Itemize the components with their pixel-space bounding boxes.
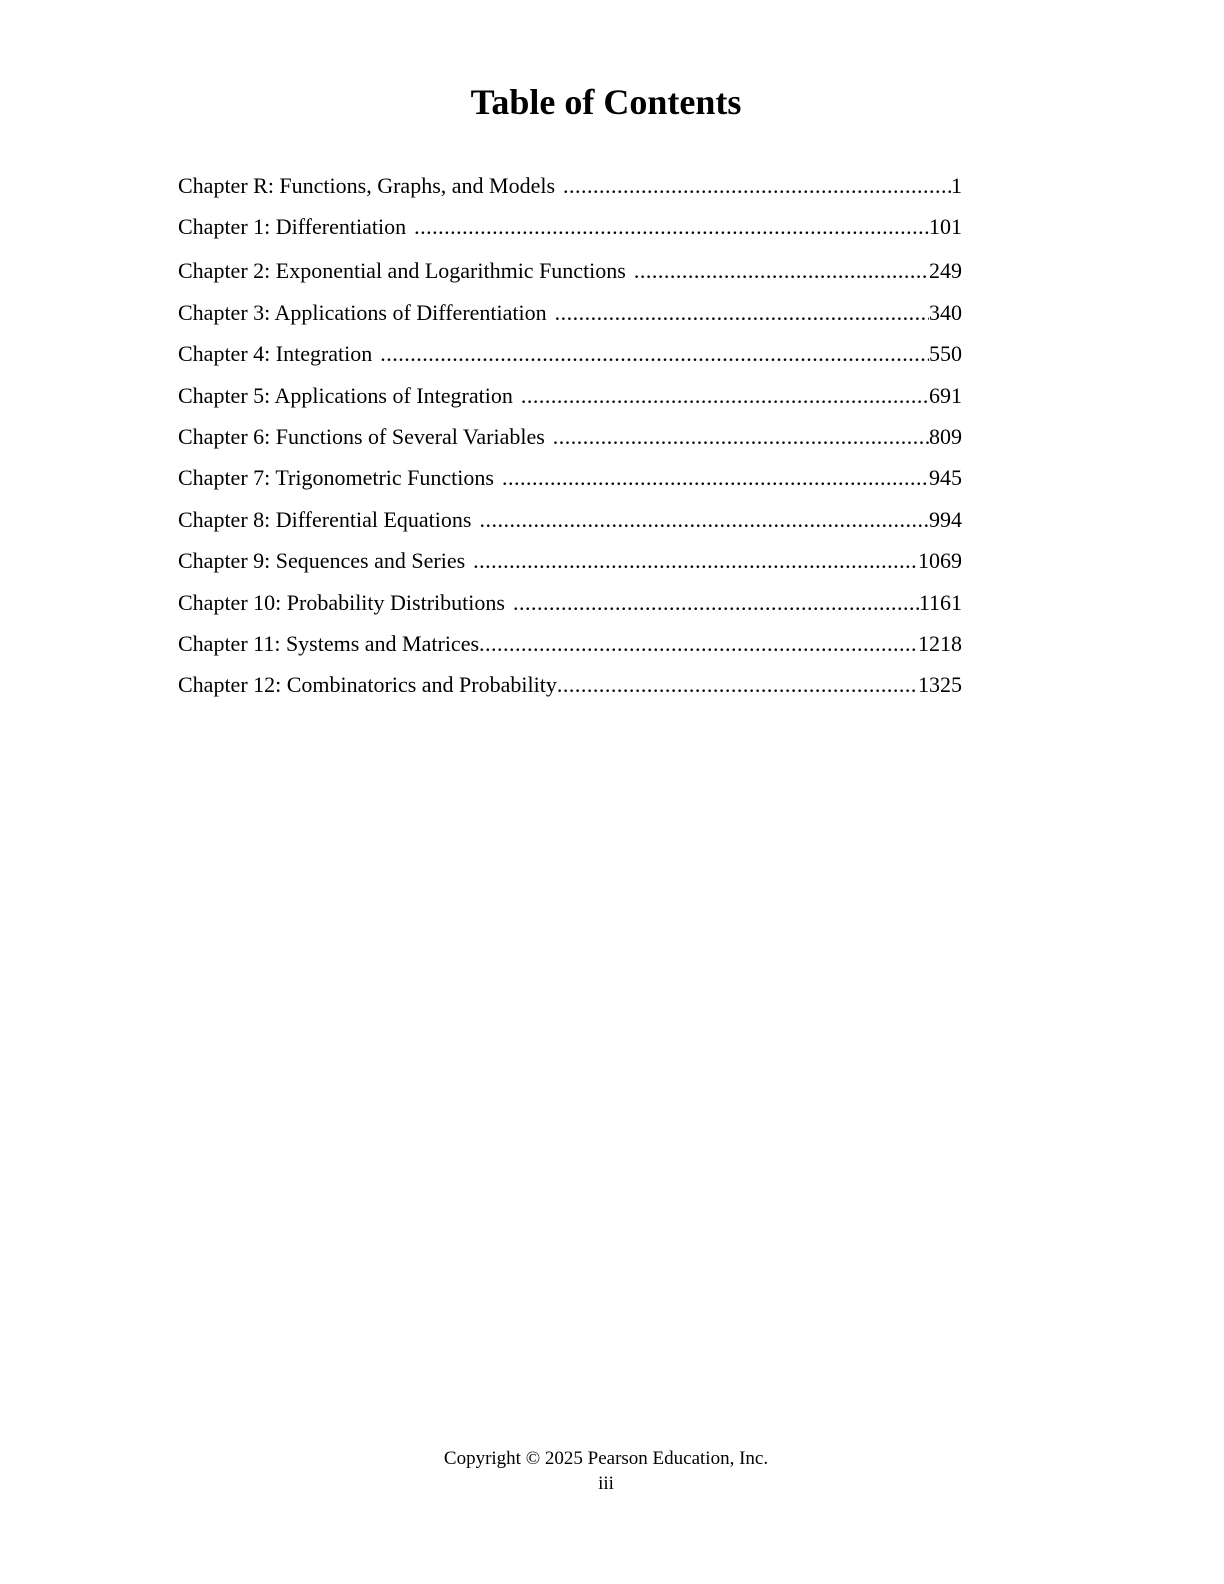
toc-entry-label: Chapter 1: Differentiation [178,214,407,240]
dot-leader [502,462,929,494]
toc-entry-chapter-8[interactable] [178,504,962,545]
toc-entry-page: 994 [929,506,962,532]
toc-entry-page: 691 [929,382,962,408]
toc-entry-label: Chapter 10: Probability Distributions [178,589,505,615]
dot-leader [473,545,918,577]
toc-entry-chapter-3[interactable] [178,297,962,338]
toc-entry-page: 1218 [918,630,962,656]
dot-leader [479,628,918,660]
toc-entry-label: Chapter 7: Trigonometric Functions [178,465,494,491]
toc-entry-label: Chapter R: Functions, Graphs, and Models [178,173,556,198]
toc-entry-label: Chapter 6: Functions of Several Variables [178,423,545,449]
toc-entry-label: Chapter 4: Integration [178,341,373,367]
toc-entry-chapter-r[interactable] [178,170,962,211]
dot-leader [557,669,918,701]
toc-entry-chapter-1[interactable] [178,211,962,255]
dot-leader [513,587,919,619]
dot-leader [521,380,929,412]
toc-entry-chapter-7[interactable] [178,462,962,503]
page-number: iii [598,1473,614,1494]
toc-entry-chapter-11[interactable] [178,628,962,669]
toc-entry-page: 1 [951,173,962,198]
dot-leader [479,504,929,536]
toc-entry-page: 550 [929,341,962,367]
toc-entry-label: Chapter 11: Systems and Matrices [178,630,480,656]
toc-entry-page: 101 [929,214,962,240]
dot-leader [563,170,951,202]
toc-entry-page: 249 [929,258,962,284]
copyright-notice: Copyright © 2025 Pearson Education, Inc. [443,1448,769,1469]
toc-entry-page: 809 [929,423,962,449]
table-of-contents [178,170,962,711]
toc-entry-page: 945 [929,465,962,491]
toc-entry-label: Chapter 9: Sequences and Series [178,548,466,574]
dot-leader [555,297,929,329]
toc-entry-label: Chapter 5: Applications of Integration [178,382,513,408]
toc-entry-chapter-4[interactable] [178,338,962,379]
toc-entry-chapter-5[interactable] [178,380,962,421]
toc-entry-label: Chapter 8: Differential Equations [178,506,472,532]
toc-entry-page: 1161 [918,589,962,615]
toc-entry-page: 340 [929,299,962,325]
page-title: Table of Contents [470,82,742,122]
toc-entry-label: Chapter 12: Combinatorics and Probability [178,672,557,698]
toc-entry-page: 1069 [918,548,962,574]
dot-leader [414,211,929,243]
toc-entry-page: 1325 [918,672,962,698]
dot-leader [634,255,929,287]
toc-entry-chapter-2[interactable] [178,255,962,296]
dot-leader [380,338,929,370]
toc-entry-chapter-9[interactable] [178,545,962,586]
toc-entry-chapter-12[interactable] [178,669,962,710]
toc-entry-chapter-10[interactable] [178,587,962,628]
toc-entry-label: Chapter 2: Exponential and Logarithmic Functions [178,258,626,284]
toc-entry-chapter-6[interactable] [178,421,962,462]
dot-leader [553,421,929,453]
toc-entry-label: Chapter 3: Applications of Differentiation [178,299,547,325]
